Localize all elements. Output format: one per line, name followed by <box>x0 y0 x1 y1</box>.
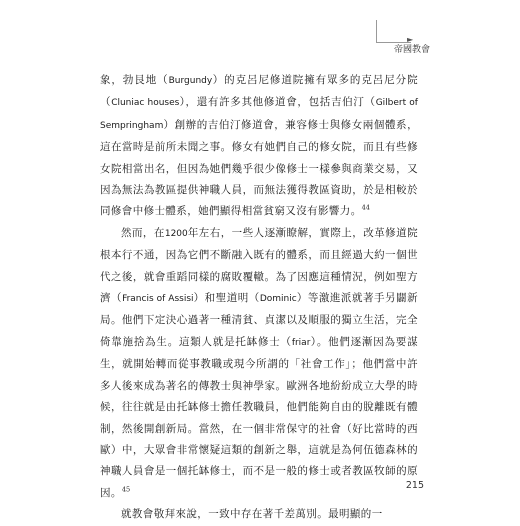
text-run: 年左右，一些人逐漸瞭解，實際上，改革修道院根本行不通，因為它們不斷融入既有的體系，而且經過大約一個世代之後，就會重蹈同樣的腐敗覆轍。為了因應這種情況，例如聖方濟（ <box>100 226 418 305</box>
page-number: 215 <box>405 480 424 491</box>
text-run: ）。他們逐漸因為要謀生，就開始轉而從事教職或現今所謂的「社會工作」；他們當中許多人後來成為著名的傳教士與神學家。歐洲各地紛紛成立大學的時候，往往就是由托缽修士擔任教職員，他們能夠自由的脫離既有體制，然後開創新局。當然，在一個非常保守的社會（好比當時的西歐）中，大眾會非常懷疑這類的創新之舉，這就是為何伍德森林的神職人員會是一個托缽修士，而不是一般的修士或者教區牧師的原因。 <box>100 335 418 499</box>
text-run: ）等激進派就著手另闢新局。他們下定決心過著一種清貧、貞潔以及順服的獨立生活，完全倚靠施捨為生。這類人就是托缽修士（ <box>100 292 418 348</box>
footnote-marker: 44 <box>361 203 370 212</box>
paragraph-2 <box>100 223 418 504</box>
text-run: 象，勃艮地（ <box>100 74 169 86</box>
text-run: 就教會敬拜來說，一致中存在著千差萬別。最明顯的一 <box>121 508 383 521</box>
text-run: Francis of Assisi <box>122 294 194 305</box>
paragraph-1 <box>100 70 418 223</box>
text-run: 然而，在 <box>121 226 165 239</box>
text-run: Cluniac houses <box>111 98 180 109</box>
text-run: Gilbert of Sempringham <box>100 98 418 131</box>
text-run: Burgundy <box>168 76 213 86</box>
text-run: ），還有許多其他修道會，包括吉伯汀（ <box>179 96 376 109</box>
header-rule <box>376 20 414 44</box>
text-run: ）的克呂尼修道院擁有眾多的克呂尼分院（ <box>100 74 418 109</box>
text-run: Dominic <box>259 294 297 305</box>
text-run: ）和聖道明（ <box>193 292 260 305</box>
text-run: 1200 <box>164 228 188 239</box>
text-run: friar <box>291 337 311 348</box>
running-header <box>376 20 436 54</box>
paragraph-3 <box>100 504 418 525</box>
header-title: 帝國教會 <box>394 45 431 55</box>
text-run: ）創辦的吉伯汀修道會，兼容修士與修女兩個體系，這在當時是前所未聞之事。修女有她們自己的修女院，而且有些修女院相當出名，但因為她們幾乎很少像修士一樣參與商業交易，又因為無法為教區提供神職人員，而無法獲得教區資助，於是相較於同修會中修士體系，她們顯得相當貧窮又沒有影響力。 <box>100 118 418 218</box>
footnote-marker: 45 <box>121 485 131 494</box>
body-text <box>100 70 418 526</box>
header-arrow-icon: ► <box>407 35 414 44</box>
